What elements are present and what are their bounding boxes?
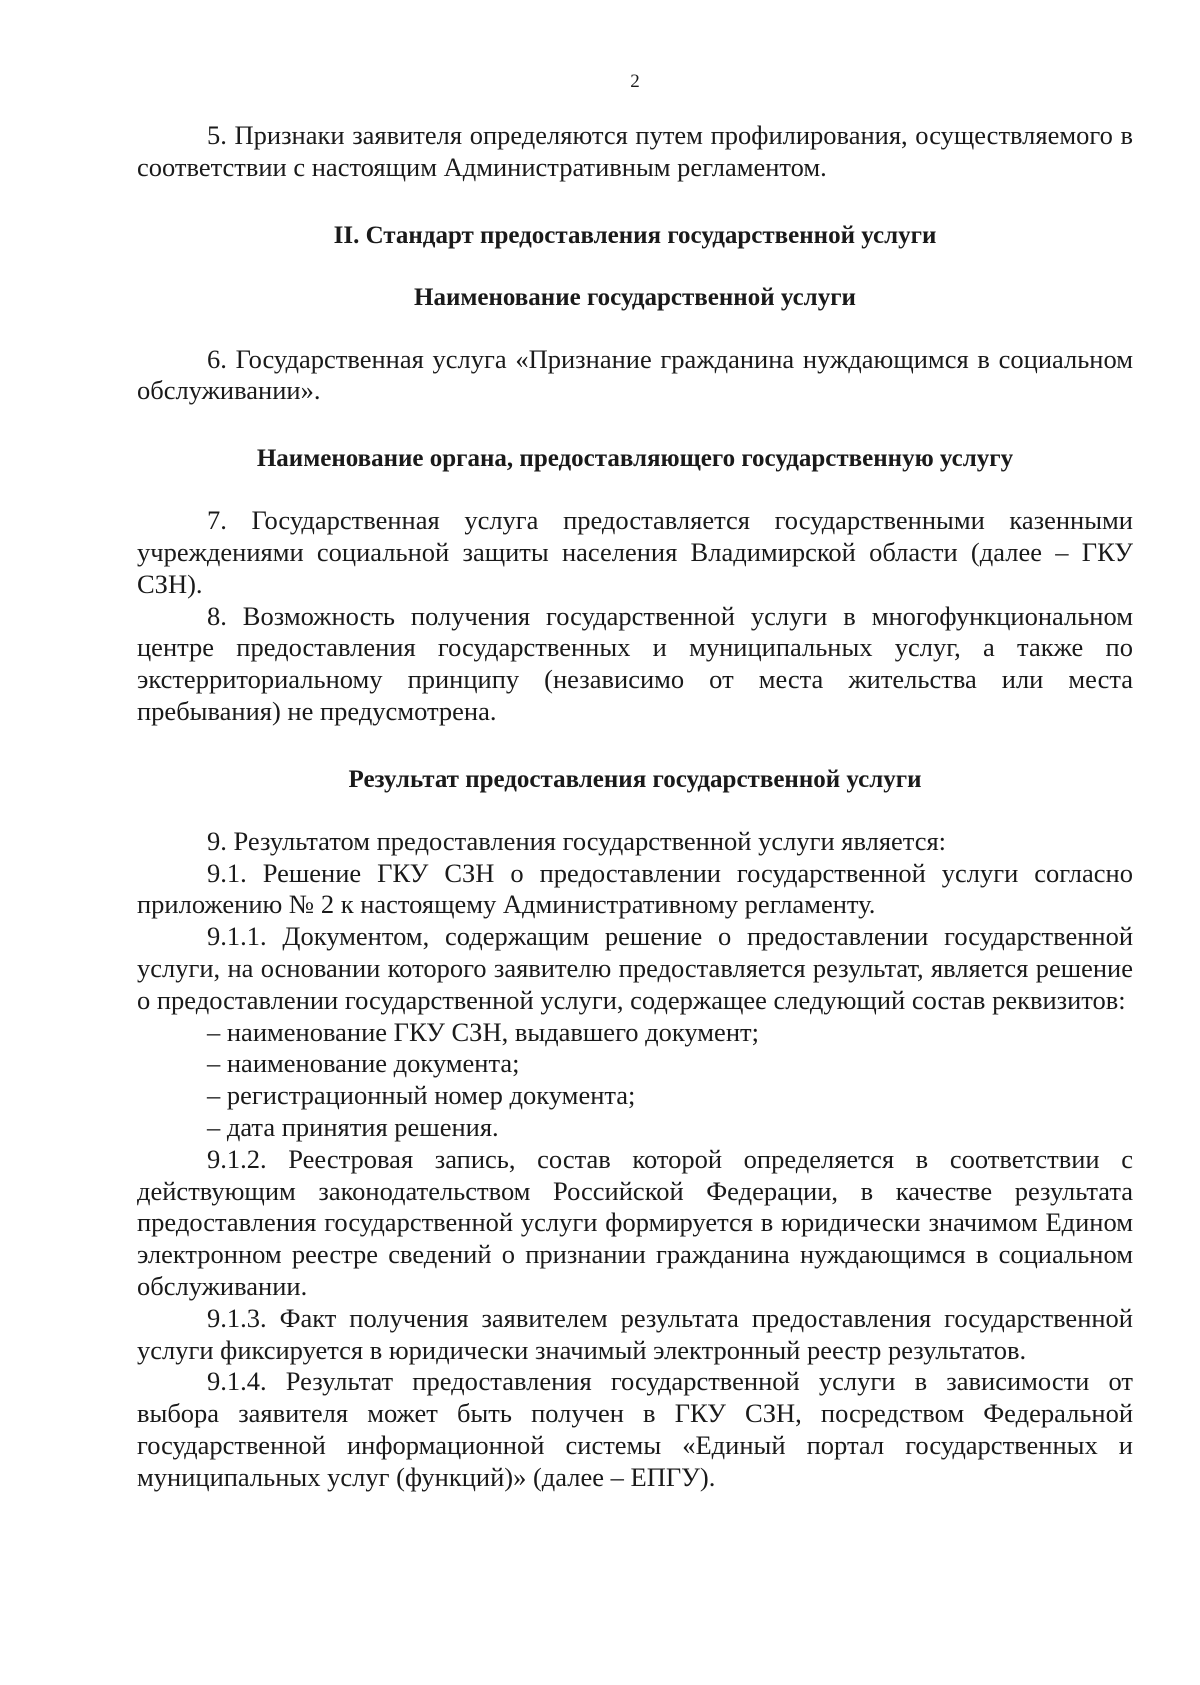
list-item: – наименование ГКУ СЗН, выдавшего документ;: [207, 1016, 759, 1047]
paragraph-9-1: 9.1. Решение ГКУ СЗН о предоставлении государственной услуги согласно приложению № 2 к настоящему Административному регламенту.: [137, 857, 1133, 920]
paragraph-9-1-1: 9.1.1. Документом, содержащим решение о предоставлении государственной услуги, на основании которого заявителю предоставляется результат, является решение о предоставлении государственной услуги, содержащее следующий состав реквизитов:: [137, 921, 1133, 1015]
paragraph-9-1-2: 9.1.2. Реестровая запись, состав которой определяется в соответствии с действующим законодательством Российской Федерации, в качестве результата предоставления государственной услуги формируется в юридически значимом Едином электронном реестре сведений о признании гражданина нуждающимся в социальном обслуживании.: [137, 1143, 1133, 1301]
paragraph-9-1-4: 9.1.4. Результат предоставления государственной услуги в зависимости от выбора заявителя может быть получен в ГКУ СЗН, посредством Федеральной государственной информационной системы «Единый портал государственных и муниципальных услуг (функций)» (далее – ЕПГУ).: [137, 1366, 1133, 1492]
paragraph-5: 5. Признаки заявителя определяются путем профилирования, осуществляемого в соответствии с настоящим Административным регламентом.: [137, 120, 1133, 182]
paragraph-9: 9. Результатом предоставления государственной услуги является:: [207, 825, 947, 856]
heading-service-name: Наименование государственной услуги: [414, 283, 856, 311]
paragraph-7: 7. Государственная услуга предоставляется государственными казенными учреждениями социальной защиты населения Владимирской области (далее – ГКУ СЗН).: [137, 505, 1133, 599]
list-item: – наименование документа;: [207, 1048, 520, 1079]
section-title: II. Стандарт предоставления государственной услуги: [333, 221, 937, 249]
paragraph-9-1-3: 9.1.3. Факт получения заявителем результата предоставления государственной услуги фиксируется в юридически значимый электронный реестр результатов.: [137, 1302, 1133, 1365]
paragraph-6: 6. Государственная услуга «Признание гражданина нуждающимся в социальном обслуживании».: [137, 343, 1133, 406]
list-item: – дата принятия решения.: [207, 1111, 499, 1142]
page-number: 2: [630, 71, 640, 92]
heading-service-result: Результат предоставления государственной услуги: [348, 765, 922, 793]
requisites-list: [137, 1017, 1133, 1144]
document-page: [137, 70, 1133, 1494]
list-item: – регистрационный номер документа;: [207, 1080, 636, 1111]
heading-providing-organ: Наименование органа, предоставляющего государственную услугу: [256, 445, 1014, 473]
paragraph-8: 8. Возможность получения государственной услуги в многофункциональном центре предоставления государственных и муниципальных услуг, а также по экстерриториальному принципу (независимо от места жительства или места пребывания) не предусмотрена.: [137, 600, 1133, 726]
